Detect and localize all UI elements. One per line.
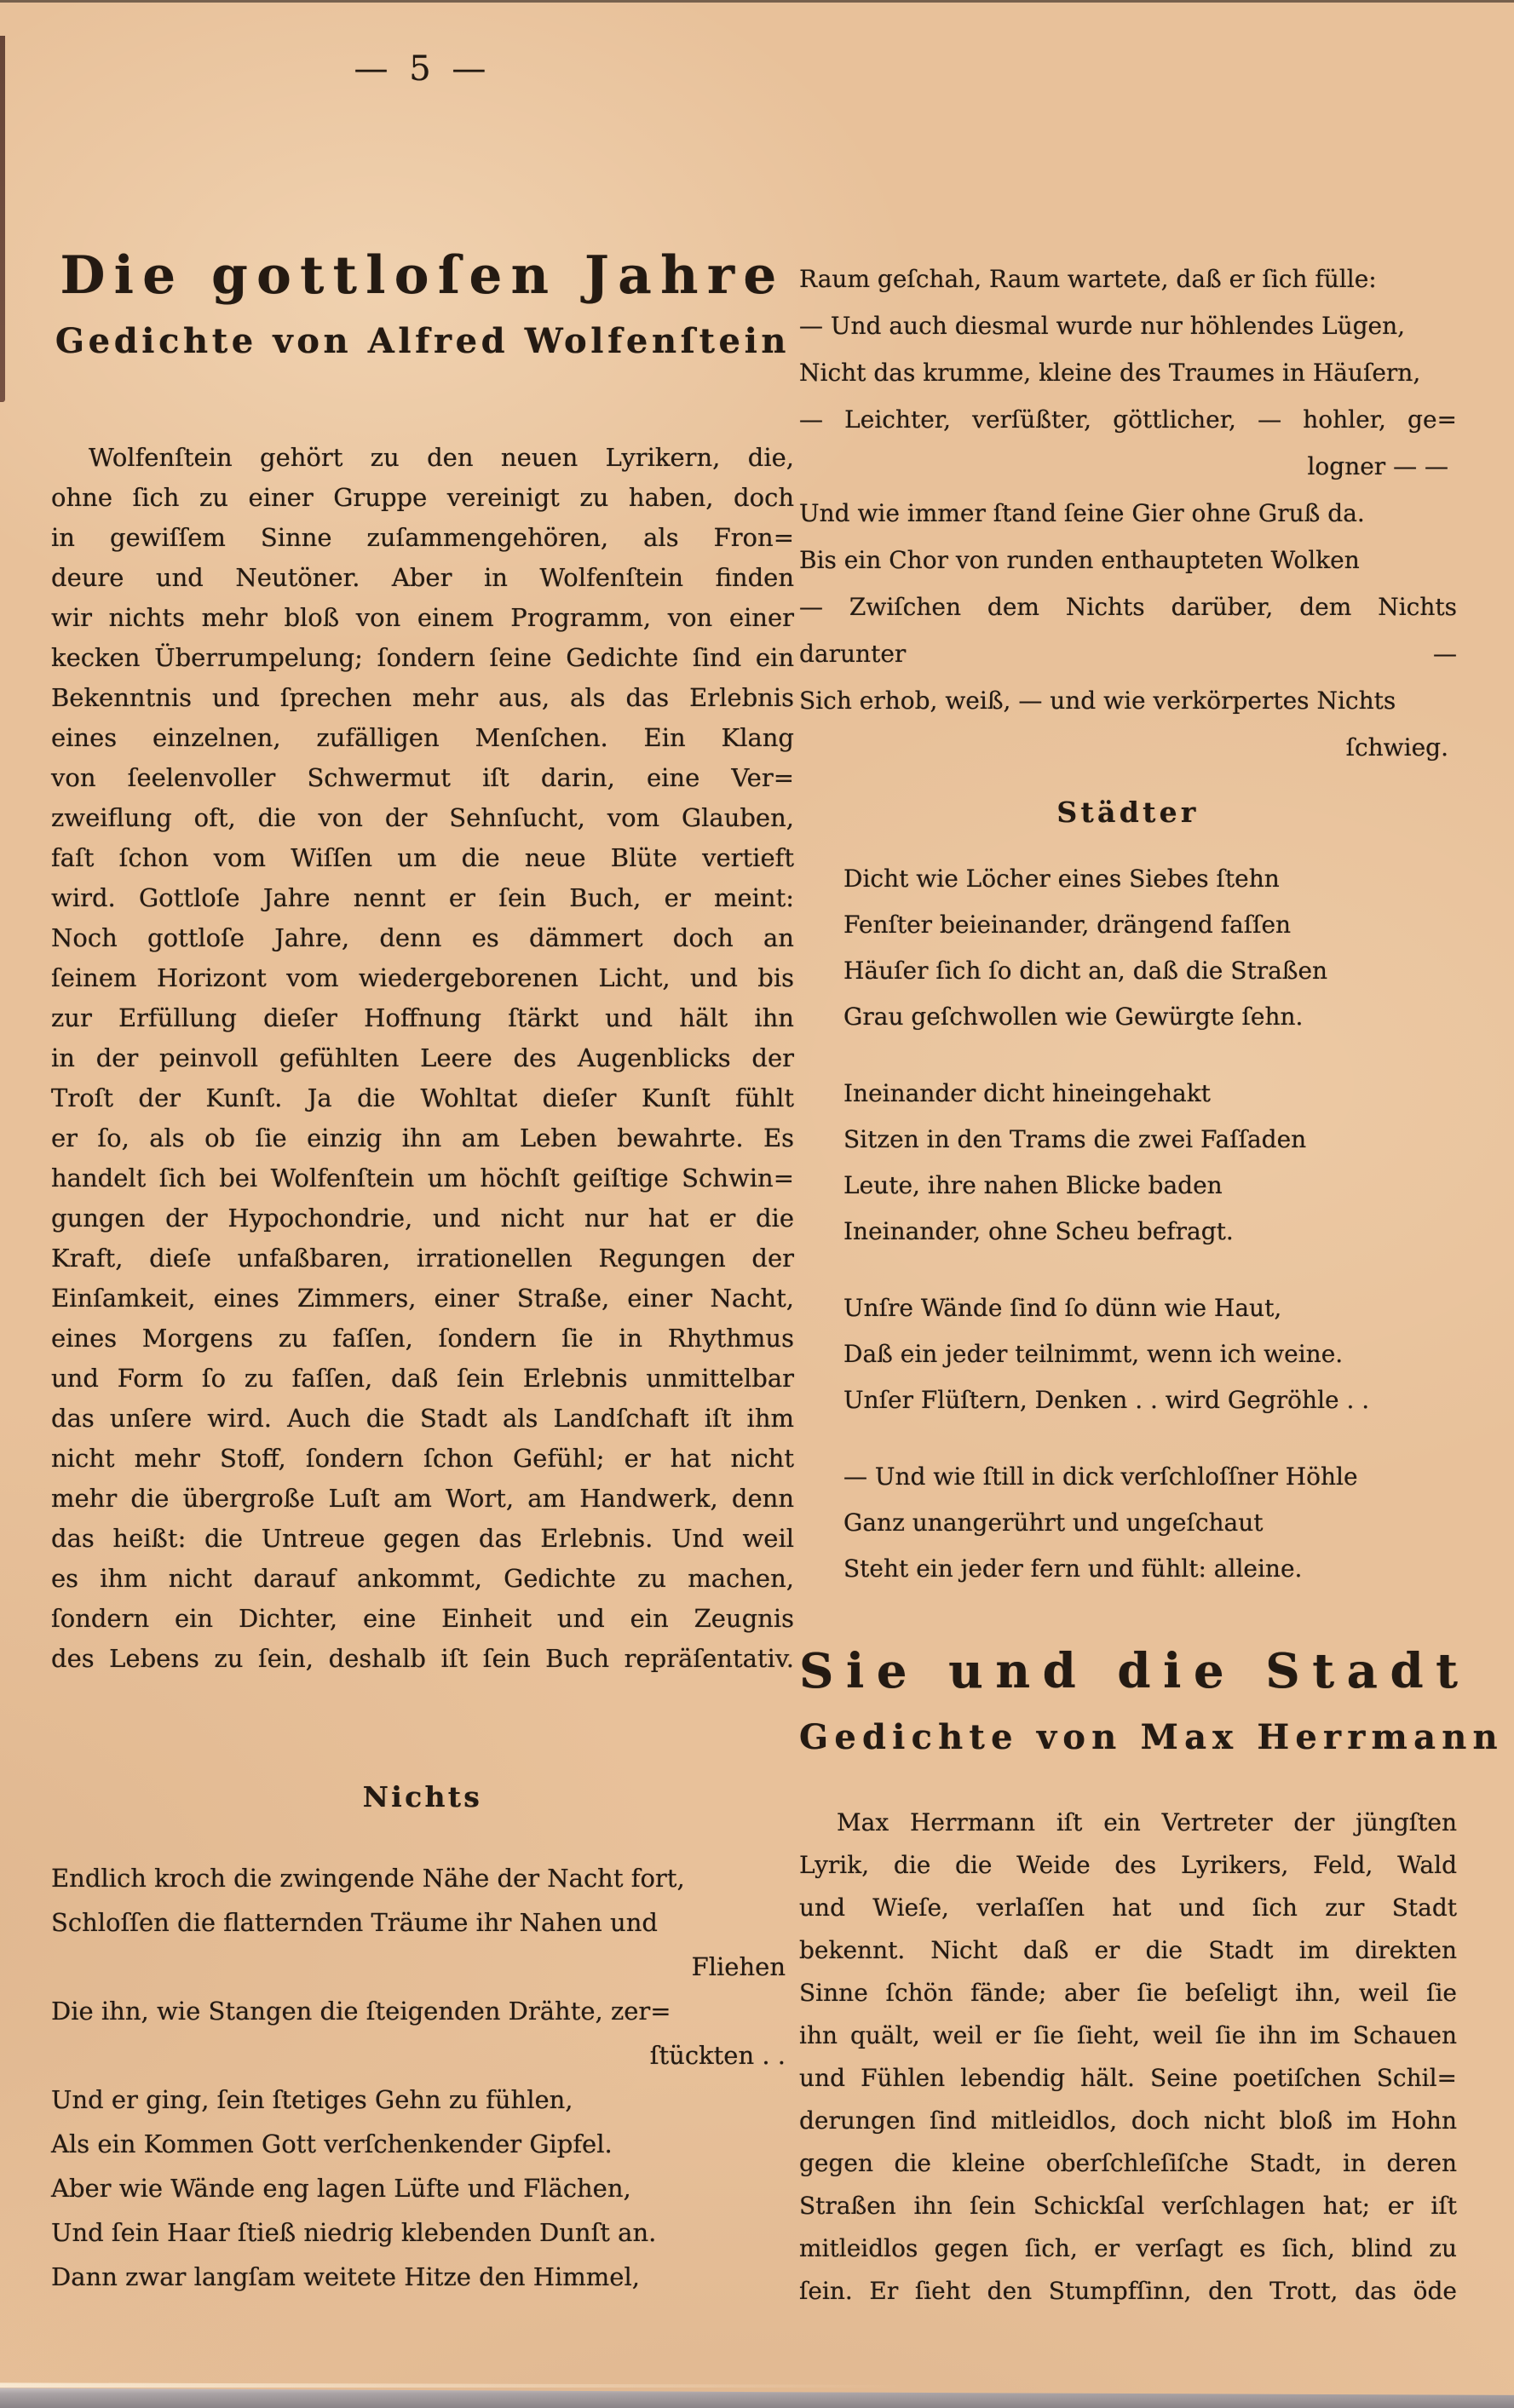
- left-column: [51, 245, 794, 2299]
- poem-stanza: [843, 1071, 1457, 1255]
- text-line: Schloſſen die flatternden Träume ihr Nahen und: [51, 1908, 658, 1937]
- article1-subtitle: Gedichte von Alfred Wolfenſtein: [55, 321, 791, 361]
- text-line: faſt ſchon vom Wiſſen um die neue Blüte vertieft: [51, 843, 794, 872]
- text-line: in gewiſſem Sinne zuſammengehören, als Fron=: [51, 523, 794, 552]
- text-line: ohne ſich zu einer Gruppe vereinigt zu haben, doch: [51, 483, 794, 512]
- text-line: ſtückten . .: [649, 2041, 786, 2070]
- poem-nichts-heading: Nichts: [362, 1780, 483, 1813]
- poem-nichts: [51, 1856, 794, 2299]
- poem-stanza: [843, 1454, 1457, 1592]
- article2-subtitle: Gedichte von Max Herrmann: [799, 1717, 1504, 1757]
- text-line: Bis ein Chor von runden enthaupteten Wolken: [799, 546, 1360, 574]
- text-line: von ſeelenvoller Schwermut iſt darin, eine Ver=: [51, 763, 794, 792]
- page-number: — 5 —: [354, 49, 492, 89]
- text-line: zur Erfüllung dieſer Hoffnung ſtärkt und hält ihn: [51, 1003, 794, 1032]
- text-line: bekennt. Nicht daß er die Stadt im direkten: [799, 1936, 1457, 1964]
- text-line: eines einzelnen, zufälligen Menſchen. Ein Klang: [51, 723, 794, 752]
- text-line: Dicht wie Löcher eines Siebes ſtehn: [843, 865, 1280, 893]
- text-line: er ſo, als ob ſie einzig ihn am Leben bewahrte. Es: [51, 1124, 794, 1152]
- text-line: Max Herrmann iſt ein Vertreter der jüngſten: [837, 1808, 1457, 1836]
- text-line: Kraft, dieſe unfaßbaren, irrationellen Regungen der: [51, 1244, 794, 1273]
- scan-edge-bottom-highlight: [0, 2381, 908, 2388]
- text-line: das heißt: die Untreue gegen das Erlebnis. Und weil: [51, 1524, 794, 1553]
- text-line: Troſt der Kunſt. Ja die Wohltat dieſer Kunſt fühlt: [51, 1083, 794, 1112]
- text-line: Unſre Wände ſind ſo dünn wie Haut,: [843, 1294, 1282, 1322]
- text-line: Lyrik, die die Weide des Lyrikers, Feld, Wald: [799, 1851, 1457, 1879]
- scan-edge-left: [0, 36, 5, 402]
- text-line: zweiflung oft, die von der Sehnſucht, vom Glauben,: [51, 803, 794, 832]
- text-line: Unſer Flüſtern, Denken . . wird Gegröhle . .: [843, 1386, 1370, 1414]
- text-line: kecken Überrumpelung; ſondern ſeine Gedichte ſind ein: [51, 643, 794, 672]
- text-line: ſein. Er ſieht den Stumpfſinn, den Trott, das öde: [799, 2277, 1457, 2305]
- text-line: nicht mehr Stoff, ſondern ſchon Gefühl; er hat nicht: [51, 1444, 794, 1473]
- text-line: Wolfenſtein gehört zu den neuen Lyrikern, die,: [89, 443, 794, 472]
- text-line: wir nichts mehr bloß von einem Programm, von einer: [51, 603, 794, 632]
- scan-edge-bottom: [0, 2384, 1514, 2408]
- text-line: Leute, ihre nahen Blicke baden: [843, 1171, 1223, 1199]
- poem-stanza: [843, 856, 1457, 1040]
- text-line: Steht ein jeder fern und fühlt: alleine.: [843, 1555, 1303, 1583]
- article1-paragraph: [51, 438, 794, 1679]
- text-line: Fliehen: [691, 1952, 786, 1981]
- text-line: Sitzen in den Trams die zwei Faſſaden: [843, 1125, 1307, 1153]
- text-line: Sich erhob, weiß, — und wie verkörpertes Nichts: [799, 687, 1396, 715]
- text-line: — Und wie ſtill in dick verſchloſſner Höhle: [843, 1463, 1358, 1491]
- text-line: — Und auch diesmal wurde nur höhlendes Lügen,: [799, 312, 1406, 340]
- text-line: Noch gottloſe Jahre, denn es dämmert doch an: [51, 923, 794, 952]
- text-line: logner — —: [1307, 452, 1448, 480]
- text-line: handelt ſich bei Wolfenſtein um höchſt geiſtige Schwin=: [51, 1164, 794, 1193]
- text-line: eines Morgens zu faſſen, ſondern ſie in Rhythmus: [51, 1324, 794, 1353]
- text-line: ſeinem Horizont vom wiedergeborenen Licht, und bis: [51, 963, 794, 992]
- scan-edge-top: [0, 0, 1514, 3]
- poem-stanza: [843, 1285, 1457, 1423]
- text-line: Dann zwar langſam weitete Hitze den Himmel,: [51, 2262, 640, 2291]
- text-line: — Zwiſchen dem Nichts darüber, dem Nichts darunter —: [799, 593, 1457, 668]
- text-line: — Leichter, verſüßter, göttlicher, — hohler, ge=: [799, 405, 1457, 434]
- text-line: deure und Neutöner. Aber in Wolfenſtein finden: [51, 563, 794, 592]
- text-line: des Lebens zu ſein, deshalb iſt ſein Buch repräſentativ.: [51, 1644, 794, 1673]
- text-line: wird. Gottloſe Jahre nennt er ſein Buch, er meint:: [51, 883, 794, 912]
- text-line: das unſere wird. Auch die Stadt als Landſchaft iſt ihm: [51, 1404, 794, 1433]
- article2-paragraph: [799, 1802, 1457, 2313]
- right-column: [799, 256, 1504, 2313]
- text-line: gungen der Hypochondrie, und nicht nur hat er die: [51, 1204, 794, 1233]
- poem-nichts-continuation: [799, 256, 1457, 771]
- poem-staedter-heading: Städter: [1056, 796, 1200, 829]
- text-line: mitleidlos gegen ſich, er verſagt es ſich, blind zu: [799, 2234, 1457, 2262]
- text-line: gegen die kleine oberſchleſiſche Stadt, in deren: [799, 2149, 1457, 2177]
- text-line: Straßen ihn ſein Schickſal verſchlagen hat; er iſt: [799, 2192, 1457, 2220]
- text-line: Häuſer ſich ſo dicht an, daß die Straßen: [843, 957, 1328, 985]
- text-line: Und wie immer ſtand ſeine Gier ohne Gruß da.: [799, 499, 1365, 527]
- text-line: es ihm nicht darauf ankommt, Gedichte zu machen,: [51, 1564, 794, 1593]
- text-line: ſchwieg.: [1345, 733, 1448, 761]
- text-line: derungen ſind mitleidlos, doch nicht bloß im Hohn: [799, 2106, 1457, 2135]
- text-line: Aber wie Wände eng lagen Lüfte und Flächen,: [51, 2174, 631, 2203]
- text-line: Und ſein Haar ſtieß niedrig klebenden Dunſt an.: [51, 2218, 657, 2247]
- text-line: in der peinvoll gefühlten Leere des Augenblicks der: [51, 1043, 794, 1072]
- article1-title: Die gottloſen Jahre: [60, 245, 786, 306]
- text-line: Die ihn, wie Stangen die ſteigenden Drähte, zer=: [51, 1997, 671, 2026]
- text-line: Als ein Kommen Gott verſchenkender Gipfel.: [51, 2129, 613, 2158]
- poem-staedter: [799, 856, 1457, 1592]
- text-line: und Fühlen lebendig hält. Seine poetiſchen Schil=: [799, 2064, 1457, 2092]
- text-line: Ganz unangerührt und ungeſchaut: [843, 1509, 1264, 1537]
- text-line: ſondern ein Dichter, eine Einheit und ein Zeugnis: [51, 1604, 794, 1633]
- text-line: Endlich kroch die zwingende Nähe der Nacht fort,: [51, 1864, 685, 1893]
- text-line: Ineinander dicht hineingehakt: [843, 1079, 1211, 1107]
- text-line: und Wieſe, verlaſſen hat und ſich zur Stadt: [799, 1894, 1457, 1922]
- text-line: Einſamkeit, eines Zimmers, einer Straße, einer Nacht,: [51, 1284, 794, 1313]
- text-line: Sinne ſchön fände; aber ſie beſeligt ihn, weil ſie: [799, 1979, 1457, 2007]
- text-line: Fenſter beieinander, drängend faſſen: [843, 911, 1292, 939]
- text-line: Daß ein jeder teilnimmt, wenn ich weine.: [843, 1340, 1344, 1368]
- text-line: Grau geſchwollen wie Gewürgte ſehn.: [843, 1003, 1304, 1031]
- text-line: Bekenntnis und ſprechen mehr aus, als das Erlebnis: [51, 683, 794, 712]
- text-line: Und er ging, ſein ſtetiges Gehn zu fühlen,: [51, 2085, 573, 2114]
- text-line: mehr die übergroße Luſt am Wort, am Handwerk, denn: [51, 1484, 794, 1513]
- text-line: Ineinander, ohne Scheu befragt.: [843, 1217, 1234, 1245]
- text-line: und Form ſo zu faſſen, daß ſein Erlebnis unmittelbar: [51, 1364, 794, 1393]
- text-line: ihn quält, weil er ſie ſieht, weil ſie ihn im Schauen: [799, 2021, 1457, 2049]
- article2-title: Sie und die Stadt: [799, 1643, 1471, 1699]
- text-line: Nicht das krumme, kleine des Traumes in Häuſern,: [799, 359, 1421, 387]
- text-line: Raum geſchah, Raum wartete, daß er ſich fülle:: [799, 265, 1377, 293]
